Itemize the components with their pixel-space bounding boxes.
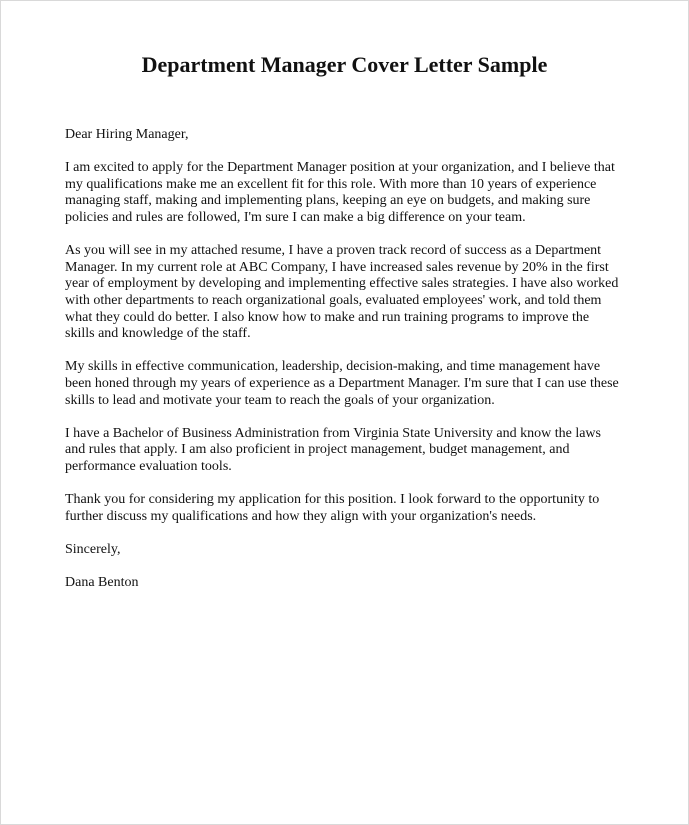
paragraph-experience: As you will see in my attached resume, I have a proven track record of success as a Department Manager. In my current role at ABC Company, I have increased sales revenue by 20% in the first year of employment by developing and implementing effective sales strategies. I have also worked with other departments to reach organizational goals, evaluated employees' work, and told them what they could do better. I also know how to make and run training programs to improve the skills and knowledge of the staff. — [65, 243, 619, 342]
paragraph-education: I have a Bachelor of Business Administration from Virginia State University and know the laws and rules that apply. I am also proficient in project management, budget management, and performance evaluation tools. — [65, 425, 601, 474]
salutation: Dear Hiring Manager, — [65, 127, 189, 142]
page-title: Department Manager Cover Letter Sample — [141, 52, 548, 77]
letter-body — [65, 127, 621, 608]
paragraph-closing-thanks: Thank you for considering my application for this position. I look forward to the opportunity to further discuss my qualifications and how they align with your organization's needs. — [65, 492, 600, 524]
paragraph-intro: I am excited to apply for the Department Manager position at your organization, and I believe that my qualifications make me an excellent fit for this role. With more than 10 years of experience managing staff, making and implementing plans, keeping an eye on budgets, and making sure policies and rules are followed, I'm sure I can make a big difference on your team. — [65, 160, 615, 225]
signature: Dana Benton — [65, 575, 139, 591]
closing: Sincerely, — [65, 541, 121, 557]
paragraph-skills: My skills in effective communication, leadership, decision-making, and time management have been honed through my years of experience as a Department Manager. I'm sure that I can use these skills to lead and motivate your team to reach the goals of your organization. — [65, 359, 619, 408]
